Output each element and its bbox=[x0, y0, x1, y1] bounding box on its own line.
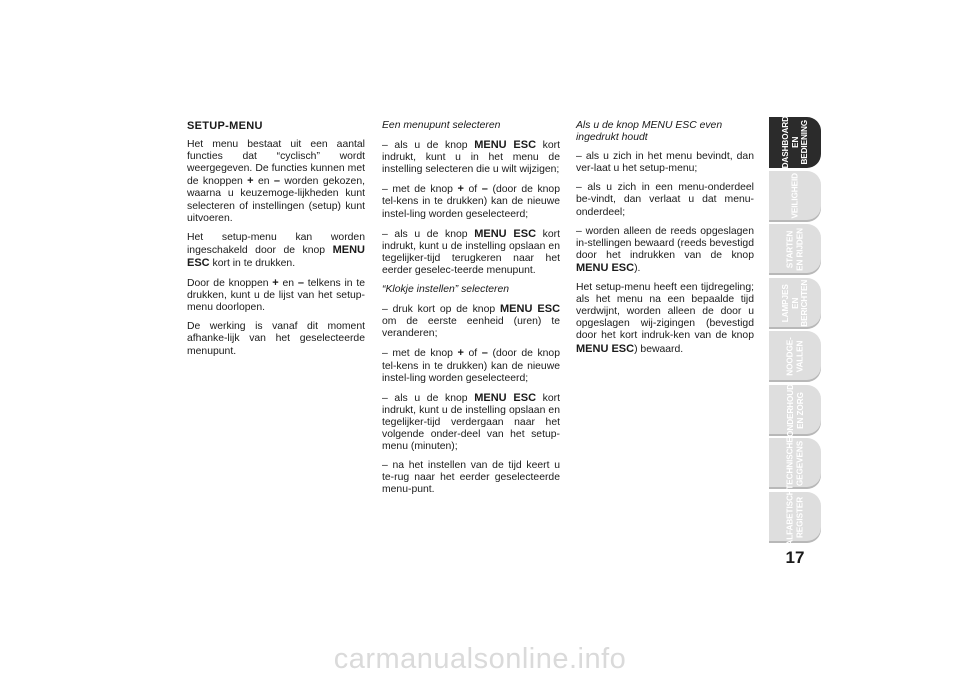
tab-emergencies[interactable] bbox=[769, 331, 821, 382]
column-1 bbox=[187, 120, 365, 365]
column-2 bbox=[382, 120, 560, 503]
list-item: – als u zich in een menu-onderdeel be-vindt, dan verlaat u dat menu-onderdeel; bbox=[576, 182, 754, 218]
list-item: – als u de knop MENU ESC kort indrukt, kunt u de instelling opslaan en tegelijker-tijd terugkeren naar het eerder geselec-teerde menupunt. bbox=[382, 227, 560, 276]
list-item: – worden alleen de reeds opgeslagen in-stellingen bewaard (reeds bevestigd door het indrukken van de knop MENU ESC). bbox=[576, 225, 754, 274]
subheading: Als u de knop MENU ESC even ingedrukt houdt bbox=[576, 120, 723, 144]
subheading: “Klokje instellen” selecteren bbox=[382, 284, 510, 296]
watermark: carmanualsonline.info bbox=[333, 643, 627, 675]
paragraph: Het menu bestaat uit een aantal functies dat “cyclisch” wordt weergegeven. De functies kunnen met de knoppen + en – worden gekozen, waarna u keuzemoge-lijkheden kunt selecteren of instellingen (setup) kunt uitvoeren. bbox=[187, 139, 365, 224]
paragraph: Het setup-menu heeft een tijdregeling; als het menu na een bepaalde tijd verdwijnt, worden alleen de door u opgeslagen wij-zigingen (bevestigd door het kort indruk-ken van de knop MENU ESC) bewaard. bbox=[576, 282, 754, 355]
section-heading: SETUP-MENU bbox=[187, 120, 263, 132]
paragraph: De werking is vanaf dit moment afhanke-lijk van het geselecteerde menupunt. bbox=[187, 321, 365, 357]
tab-label: STARTEN EN RIJDEN bbox=[785, 228, 804, 271]
tab-starting-driving[interactable] bbox=[769, 224, 821, 275]
tab-label: VEILIGHEID bbox=[790, 173, 800, 219]
tab-label: ONDERHOUD EN ZORG bbox=[785, 383, 804, 437]
tab-label: LAMPJES EN BERICHTEN bbox=[780, 279, 809, 327]
list-item: – druk kort op de knop MENU ESC om de eerste eenheid (uren) te veranderen; bbox=[382, 303, 561, 340]
page-number: 17 bbox=[785, 548, 805, 567]
subheading: Een menupunt selecteren bbox=[382, 120, 501, 131]
tab-maintenance[interactable] bbox=[769, 385, 821, 436]
paragraph: Door de knoppen + en – telkens in te drukken, kunt u de lijst van het setup-menu doorlopen. bbox=[187, 277, 365, 314]
paragraph: Het setup-menu kan worden ingeschakeld door de knop MENU ESC kort in te drukken. bbox=[187, 231, 365, 269]
list-item: – als u de knop MENU ESC kort indrukt, kunt u in het menu de instelling selecteren die u wilt wijzigen; bbox=[382, 139, 560, 176]
tab-safety[interactable] bbox=[769, 171, 821, 222]
list-item: – met de knop + of – (door de knop tel-kens in te drukken) kan de nieuwe instel-ling worden geselecteerd; bbox=[382, 347, 560, 384]
column-3 bbox=[576, 120, 754, 363]
tab-label: DASHBOARD EN BEDIENING bbox=[780, 116, 809, 169]
tab-label: NOODGE- VALLEN bbox=[785, 337, 804, 376]
list-item: – als u zich in het menu bevindt, dan ver-laat u het setup-menu; bbox=[576, 151, 754, 175]
list-item: – na het instellen van de tijd keert u te-rug naar het eerder geselecteerde menu-punt. bbox=[382, 460, 560, 496]
tab-label: ALFABETISCH REGISTER bbox=[785, 488, 804, 546]
tab-warning-lights[interactable] bbox=[769, 278, 821, 329]
list-item: – met de knop + of – (door de knop tel-kens in te drukken) kan de nieuwe instel-ling worden geselecteerd; bbox=[382, 183, 560, 220]
tab-index[interactable] bbox=[769, 488, 821, 546]
tab-label: TECHNISCHE GEGEVENS bbox=[785, 437, 805, 490]
tab-technical-data[interactable] bbox=[769, 438, 821, 489]
list-item: – als u de knop MENU ESC kort indrukt, kunt u de instelling opslaan en tegelijker-tijd verdergaan naar het volgende onder-deel van het setup-menu (minuten); bbox=[382, 391, 560, 453]
tab-dashboard[interactable] bbox=[769, 117, 821, 168]
